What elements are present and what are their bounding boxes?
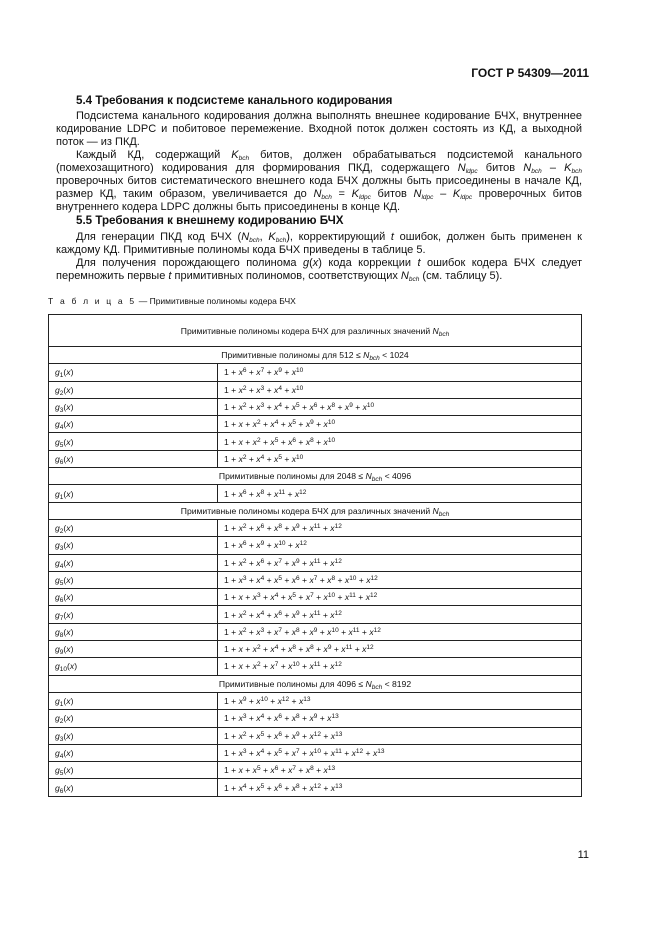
section-5-5-heading: 5.5 Требования к внешнему кодированию БЧХ	[76, 214, 344, 227]
table-row	[49, 641, 582, 658]
polynomial-expression-cell: $1 + x^6 + x^7 + x^9 + x^{10}$	[218, 364, 582, 381]
table-row	[49, 779, 582, 796]
polynomial-expression-cell: $1 + x^2 + x^5 + x^6 + x^9 + x^{12} + x^{13}$	[218, 727, 582, 744]
section-5-5-paragraph-2	[56, 257, 582, 283]
section-5-5-paragraph-1-text: Для генерации ПКД код БЧХ ($N_{bch}$, $K_{bch}$), корректирующий t ошибок, должен быть применен к каждому КД. Примитивные полиномы кода БЧХ приведены в таблице 5.	[56, 231, 582, 256]
polynomial-name-cell: $g_{10}(x)$	[49, 658, 218, 675]
polynomial-expression-cell: $1 + x + x^2 + x^4 + x^5 + x^9 + x^{10}$	[218, 416, 582, 433]
table-row	[49, 364, 582, 381]
table-header-cell: Примитивные полиномы кодера БЧХ для различных значений $N_{bch}$	[49, 315, 582, 347]
polynomial-name-cell: $g_5(x)$	[49, 433, 218, 450]
table-row	[49, 762, 582, 779]
polynomial-table	[48, 314, 582, 797]
polynomial-name-cell: $g_4(x)$	[49, 744, 218, 761]
section-5-4-paragraph-2-text: Каждый КД, содержащий $K_{bch}$ битов, должен обрабатываться подсистемой канального (помехозащитного) кодирования для формирования ПКД, содержащего $N_{ldpc}$ битов $N_{bch} - K_{bch}$ проверочных битов систематического внешнего кода БЧХ должны быть присоединены в начале КД, размер КД, таким образом, увеличивается до $N_{bch} = K_{ldpc}$ битов $N_{ldpc} - K_{ldpc}$ проверочных битов внутреннего кодера LDPC должны быть присоединены в конце КД.	[56, 149, 583, 213]
table-group-row	[49, 675, 582, 692]
table-row	[49, 398, 582, 415]
polynomial-expression-cell: $1 + x^6 + x^8 + x^{11} + x^{12}$	[218, 485, 582, 502]
polynomial-name-cell: $g_2(x)$	[49, 710, 218, 727]
polynomial-expression-cell: $1 + x^2 + x^6 + x^8 + x^9 + x^{11} + x^{12}$	[218, 519, 582, 536]
polynomial-name-cell: $g_9(x)$	[49, 641, 218, 658]
table-group-row	[49, 347, 582, 364]
table-header-row	[49, 315, 582, 347]
polynomial-expression-cell: $1 + x^3 + x^4 + x^5 + x^6 + x^7 + x^8 + x^{10} + x^{12}$	[218, 571, 582, 588]
polynomial-name-cell: $g_4(x)$	[49, 416, 218, 433]
polynomial-name-cell: $g_7(x)$	[49, 606, 218, 623]
polynomial-expression-cell: $1 + x^2 + x^4 + x^6 + x^9 + x^{11} + x^{12}$	[218, 606, 582, 623]
polynomial-name-cell: $g_5(x)$	[49, 571, 218, 588]
section-5-4-paragraph-1-text: Подсистема канального кодирования должна выполнять внешнее кодирование БЧХ, внутреннее кодирование LDPC и побитовое перемежение. Входной поток должен состоять из КД, а выходной поток — из ПКД.	[56, 110, 582, 148]
section-5-4-paragraph-2	[56, 149, 582, 214]
polynomial-expression-cell: $1 + x^4 + x^5 + x^6 + x^8 + x^{12} + x^{13}$	[218, 779, 582, 796]
table-row	[49, 433, 582, 450]
polynomial-name-cell: $g_4(x)$	[49, 554, 218, 571]
table-row	[49, 485, 582, 502]
table-row	[49, 727, 582, 744]
polynomial-expression-cell: $1 + x^2 + x^3 + x^7 + x^8 + x^9 + x^{10} + x^{11} + x^{12}$	[218, 623, 582, 640]
polynomial-name-cell: $g_3(x)$	[49, 537, 218, 554]
table-row	[49, 658, 582, 675]
polynomial-name-cell: $g_2(x)$	[49, 381, 218, 398]
table-caption	[48, 296, 296, 306]
section-5-5-paragraph-1	[56, 231, 582, 257]
table-caption-label: Т а б л и ц а 5	[48, 296, 137, 306]
polynomial-name-cell: $g_1(x)$	[49, 364, 218, 381]
section-5-5-paragraph-2-text: Для получения порождающего полинома g(x) кода коррекции t ошибок кодера БЧХ следует перемножить первые t примитивных полиномов, соответствующих $N_{bch}$ (см. таблицу 5).	[56, 257, 582, 283]
polynomial-name-cell: $g_2(x)$	[49, 519, 218, 536]
polynomial-expression-cell: $1 + x^2 + x^4 + x^5 + x^{10}$	[218, 450, 582, 467]
polynomial-name-cell: $g_3(x)$	[49, 398, 218, 415]
polynomial-name-cell: $g_6(x)$	[49, 589, 218, 606]
polynomial-expression-cell: $1 + x + x^5 + x^6 + x^7 + x^8 + x^{13}$	[218, 762, 582, 779]
section-5-4-paragraph-1	[56, 110, 582, 149]
table-row	[49, 381, 582, 398]
table-group-row	[49, 502, 582, 519]
table-row	[49, 589, 582, 606]
group-header-cell: Примитивные полиномы для $4096 \le N_{bch} < 8192$	[49, 675, 582, 692]
table-row	[49, 450, 582, 467]
table-row	[49, 710, 582, 727]
table-row	[49, 571, 582, 588]
polynomial-name-cell: $g_8(x)$	[49, 623, 218, 640]
table-row	[49, 416, 582, 433]
polynomial-expression-cell: $1 + x^9 + x^{10} + x^{12} + x^{13}$	[218, 692, 582, 709]
group-header-cell: Примитивные полиномы кодера БЧХ для различных значений $N_{bch}$	[49, 502, 582, 519]
table-row	[49, 537, 582, 554]
polynomial-name-cell: $g_6(x)$	[49, 779, 218, 796]
group-header-cell: Примитивные полиномы для $512 \le N_{bch} < 1024$	[49, 347, 582, 364]
table-row	[49, 554, 582, 571]
table-group-row	[49, 468, 582, 485]
polynomial-name-cell: $g_3(x)$	[49, 727, 218, 744]
polynomial-expression-cell: $1 + x^2 + x^3 + x^4 + x^{10}$	[218, 381, 582, 398]
page-number: 11	[577, 849, 589, 861]
table-row	[49, 519, 582, 536]
polynomial-expression-cell: $1 + x + x^2 + x^5 + x^6 + x^8 + x^{10}$	[218, 433, 582, 450]
table-caption-text: — Примитивные полиномы кодера БЧХ	[136, 296, 296, 306]
polynomial-expression-cell: $1 + x^3 + x^4 + x^6 + x^8 + x^9 + x^{13}$	[218, 710, 582, 727]
polynomial-name-cell: $g_1(x)$	[49, 485, 218, 502]
polynomial-name-cell: $g_5(x)$	[49, 762, 218, 779]
standard-header: ГОСТ Р 54309—2011	[471, 66, 589, 80]
table-row	[49, 744, 582, 761]
polynomial-table-body	[49, 315, 582, 797]
polynomial-name-cell: $g_1(x)$	[49, 692, 218, 709]
polynomial-expression-cell: $1 + x + x^3 + x^4 + x^5 + x^7 + x^{10} + x^{11} + x^{12}$	[218, 589, 582, 606]
table-row	[49, 606, 582, 623]
polynomial-expression-cell: $1 + x^2 + x^3 + x^4 + x^5 + x^6 + x^8 + x^9 + x^{10}$	[218, 398, 582, 415]
polynomial-expression-cell: $1 + x + x^2 + x^7 + x^{10} + x^{11} + x^{12}$	[218, 658, 582, 675]
polynomial-expression-cell: $1 + x^2 + x^6 + x^7 + x^9 + x^{11} + x^{12}$	[218, 554, 582, 571]
table-row	[49, 692, 582, 709]
table-row	[49, 623, 582, 640]
polynomial-expression-cell: $1 + x^3 + x^4 + x^5 + x^7 + x^{10} + x^{11} + x^{12} + x^{13}$	[218, 744, 582, 761]
section-5-4-heading: 5.4 Требования к подсистеме канального кодирования	[76, 94, 393, 107]
polynomial-expression-cell: $1 + x + x^2 + x^4 + x^8 + x^8 + x^9 + x^{11} + x^{12}$	[218, 641, 582, 658]
polynomial-name-cell: $g_6(x)$	[49, 450, 218, 467]
polynomial-expression-cell: $1 + x^6 + x^9 + x^{10} + x^{12}$	[218, 537, 582, 554]
group-header-cell: Примитивные полиномы для $2048 \le N_{bch} < 4096$	[49, 468, 582, 485]
